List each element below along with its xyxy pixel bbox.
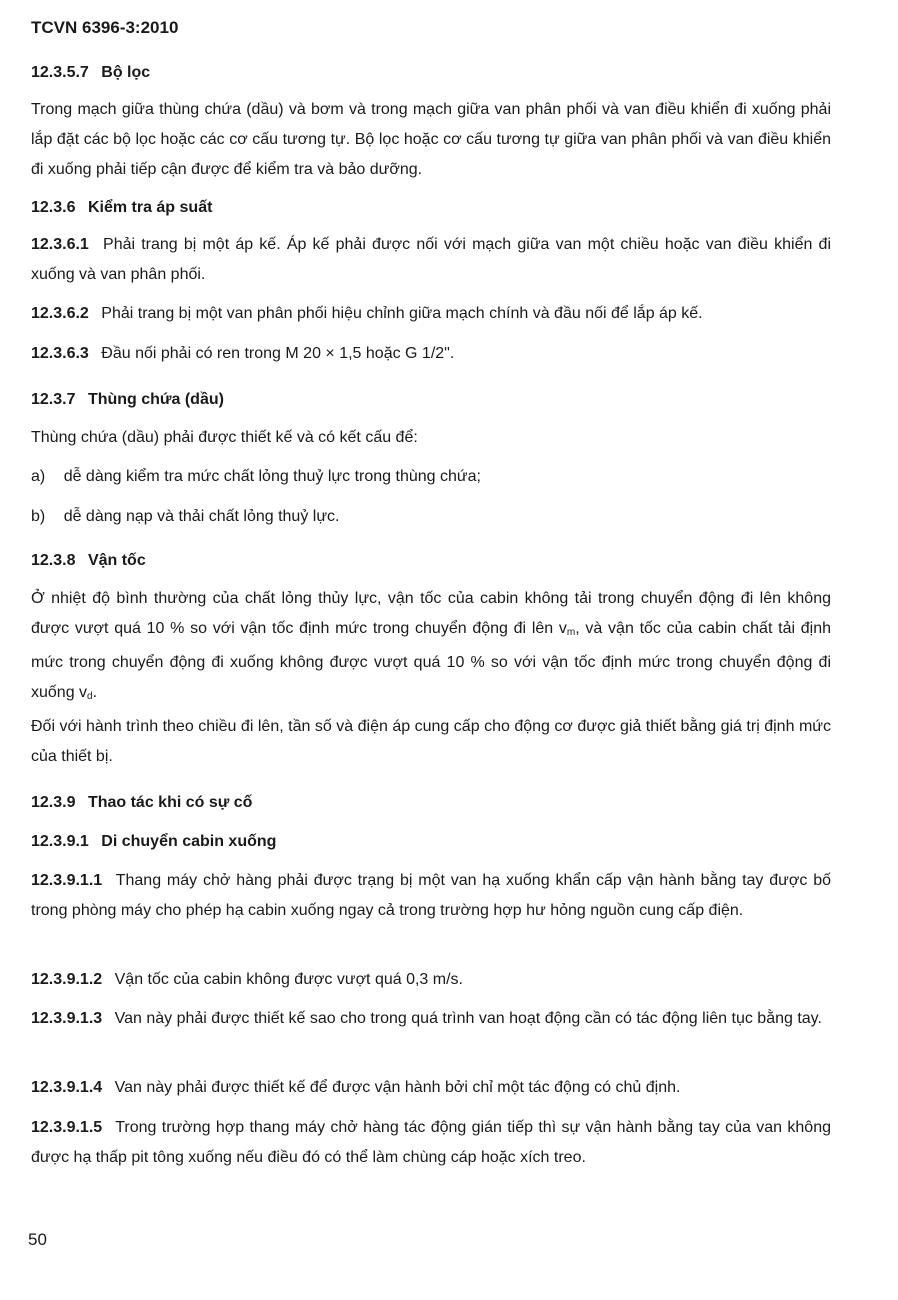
- section-number: 12.3.9: [31, 794, 76, 811]
- clause-12-3-9-1-2: [31, 965, 831, 995]
- clause-number: 12.3.9.1.3: [31, 1010, 103, 1027]
- heading-12-3-8: [31, 552, 831, 570]
- section-number: 12.3.7: [31, 391, 76, 408]
- section-title: Thùng chứa (dầu): [87, 391, 224, 408]
- clause-text: Phải trang bị một áp kế. Áp kế phải được nối với mạch giữa van một chiều hoặc van điều khiển đi xuống và van phân phối.: [31, 236, 831, 283]
- paragraph-tank-intro: Thùng chứa (dầu) phải được thiết kế và có kết cấu để:: [31, 429, 418, 446]
- clause-12-3-6-1: [31, 230, 831, 290]
- section-number: 12.3.9.1: [31, 833, 89, 850]
- clause-12-3-6-3: [31, 339, 831, 369]
- clause-text: Phải trang bị một van phân phối hiệu chỉnh giữa mạch chính và đầu nối để lắp áp kế.: [101, 305, 703, 322]
- heading-12-3-5-7: [31, 64, 831, 82]
- paragraph-speed-2: Đối với hành trình theo chiều đi lên, tần số và điện áp cung cấp cho động cơ được giả thiết bằng giá trị định mức của thiết bị.: [31, 718, 831, 765]
- section-title: Kiểm tra áp suất: [87, 199, 213, 216]
- clause-text: Van này phải được thiết kế sao cho trong quá trình van hoạt động cần có tác động liên tục bằng tay.: [114, 1010, 822, 1027]
- section-number: 12.3.8: [31, 552, 76, 569]
- paragraph-filter: Trong mạch giữa thùng chứa (dầu) và bơm và trong mạch giữa van phân phối và van điều khiển đi xuống phải lắp đặt các bộ lọc hoặc các cơ cấu tương tự. Bộ lọc hoặc cơ cấu tương tự giữa van phân phối và van điều khiển đi xuống phải tiếp cận được để kiểm tra và bảo dưỡng.: [31, 101, 831, 178]
- subscript-m: m: [566, 627, 576, 638]
- section-number: 12.3.5.7: [31, 64, 89, 81]
- clause-12-3-6-2: [31, 299, 831, 329]
- section-title: Vận tốc: [87, 552, 146, 569]
- page-number: 50: [28, 1230, 47, 1249]
- clause-text: Van này phải được thiết kế để được vận hành bởi chỉ một tác động có chủ định.: [114, 1079, 681, 1096]
- clause-text: Đầu nối phải có ren trong M 20 × 1,5 hoặc G 1/2".: [101, 345, 455, 362]
- heading-12-3-9: [31, 794, 831, 812]
- clause-12-3-9-1-1: [31, 866, 831, 926]
- document-header: TCVN 6396-3:2010: [31, 18, 179, 37]
- clause-number: 12.3.9.1.2: [31, 971, 103, 988]
- section-title: Bộ lọc: [101, 64, 151, 81]
- clause-12-3-9-1-5: [31, 1113, 831, 1173]
- clause-text: Trong trường hợp thang máy chở hàng tác động gián tiếp thì sự vận hành bằng tay của van không được hạ thấp pit tông xuống nếu điều đó có thể làm chùng cáp hoặc xích treo.: [31, 1119, 831, 1166]
- clause-number: 12.3.9.1.1: [31, 872, 103, 889]
- clause-number: 12.3.9.1.4: [31, 1079, 103, 1096]
- speed-text-part-1: Ở nhiệt độ bình thường của chất lỏng thủy lực, vận tốc của cabin không tải trong chuyển động đi lên không được vượt quá 10 % so với vận tốc định mức trong chuyển động đi lên v: [31, 590, 831, 637]
- section-title: Di chuyển cabin xuống: [101, 833, 277, 850]
- list-item-b: [31, 502, 831, 532]
- heading-12-3-7: [31, 391, 831, 409]
- clause-number: 12.3.9.1.5: [31, 1119, 103, 1136]
- speed-text-part-2: , và vận tốc của cabin chất tải định mức trong chuyển động đi xuống không được vượt quá 10 % so với vận tốc định mức trong chuyển động đi xuống v: [31, 620, 831, 701]
- clause-12-3-9-1-4: [31, 1073, 831, 1103]
- clause-12-3-9-1-3: [31, 1004, 831, 1034]
- clause-number: 12.3.6.1: [31, 236, 89, 253]
- heading-12-3-9-1: [31, 833, 831, 851]
- paragraph-speed-1: [31, 584, 831, 712]
- list-item-text: dễ dàng kiểm tra mức chất lỏng thuỷ lực trong thùng chứa;: [63, 468, 481, 485]
- clause-text: Thang máy chở hàng phải được trạng bị một van hạ xuống khẩn cấp vận hành bằng tay được bố trong phòng máy cho phép hạ cabin xuống ngay cả trong trường hợp hư hỏng nguồn cung cấp điện.: [31, 872, 832, 919]
- clause-text: Vận tốc của cabin không được vượt quá 0,3 m/s.: [114, 971, 463, 988]
- clause-number: 12.3.6.3: [31, 345, 89, 362]
- section-number: 12.3.6: [31, 199, 76, 216]
- list-item-a: [31, 462, 831, 492]
- list-item-text: dễ dàng nạp và thải chất lỏng thuỷ lực.: [63, 508, 340, 525]
- heading-12-3-6: [31, 199, 831, 217]
- clause-number: 12.3.6.2: [31, 305, 89, 322]
- subscript-d: d: [87, 691, 93, 702]
- list-item-label: a): [31, 468, 46, 485]
- speed-text-part-3: .: [92, 684, 98, 701]
- section-title: Thao tác khi có sự cố: [87, 794, 253, 811]
- list-item-label: b): [31, 508, 46, 525]
